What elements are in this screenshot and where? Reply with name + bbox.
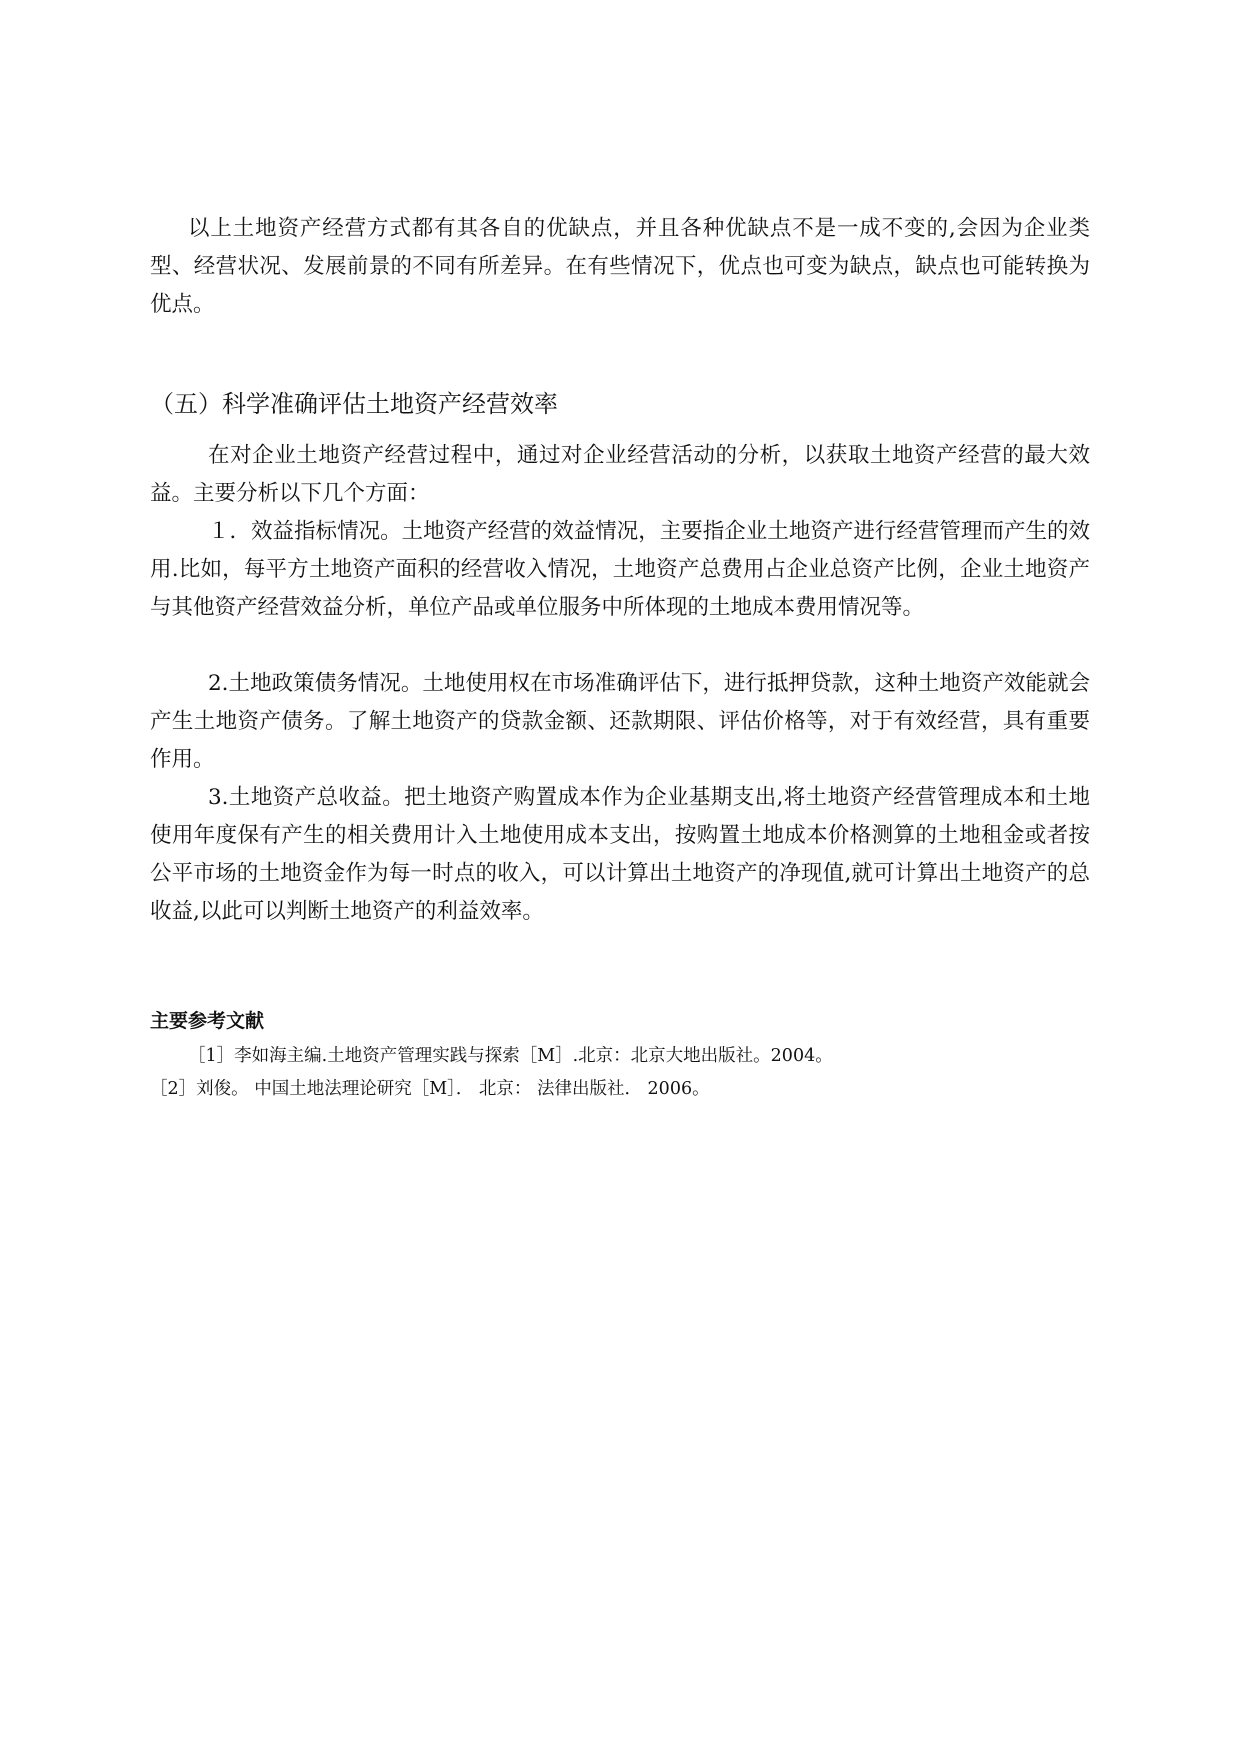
references-title: 主要参考文献 [150,1010,265,1032]
section-heading: （五）科学准确评估土地资产经营效率 [150,390,558,418]
section-item-2: 2.土地政策债务情况。土地使用权在市场准确评估下，进行抵押贷款，这种土地资产效能就会产生土地资产债务。了解土地资产的贷款金额、还款期限、评估价格等，对于有效经营，具有重要作用。 [150,671,1090,772]
reference-item-2: ［2］刘俊。 中国土地法理论研究［M］． 北京： 法律出版社． 2006。 [150,1079,710,1099]
intro-paragraph: 以上土地资产经营方式都有其各自的优缺点，并且各种优缺点不是一成不变的,会因为企业类型、经营状况、发展前景的不同有所差异。在有些情况下，优点也可变为缺点，缺点也可能转换为优点。 [150,216,1090,317]
reference-item-1: ［1］李如海主编.土地资产管理实践与探索［M］.北京：北京大地出版社。2004。 [188,1046,833,1066]
section-item-3: 3.土地资产总收益。把土地资产购置成本作为企业基期支出,将土地资产经营管理成本和土地使用年度保有产生的相关费用计入土地使用成本支出，按购置土地成本价格测算的土地租金或者按公平市场的土地资金作为每一时点的收入，可以计算出土地资产的净现值,就可计算出土地资产的总收益,以此可以判断土地资产的利益效率。 [150,785,1090,924]
section-item-1: １．效益指标情况。土地资产经营的效益情况，主要指企业土地资产进行经营管理而产生的效用.比如，每平方土地资产面积的经营收入情况，土地资产总费用占企业总资产比例，企业土地资产与其他资产经营效益分析，单位产品或单位服务中所体现的土地成本费用情况等。 [150,519,1090,620]
section-lead-paragraph: 在对企业土地资产经营过程中，通过对企业经营活动的分析，以获取土地资产经营的最大效益。主要分析以下几个方面： [150,443,1090,506]
